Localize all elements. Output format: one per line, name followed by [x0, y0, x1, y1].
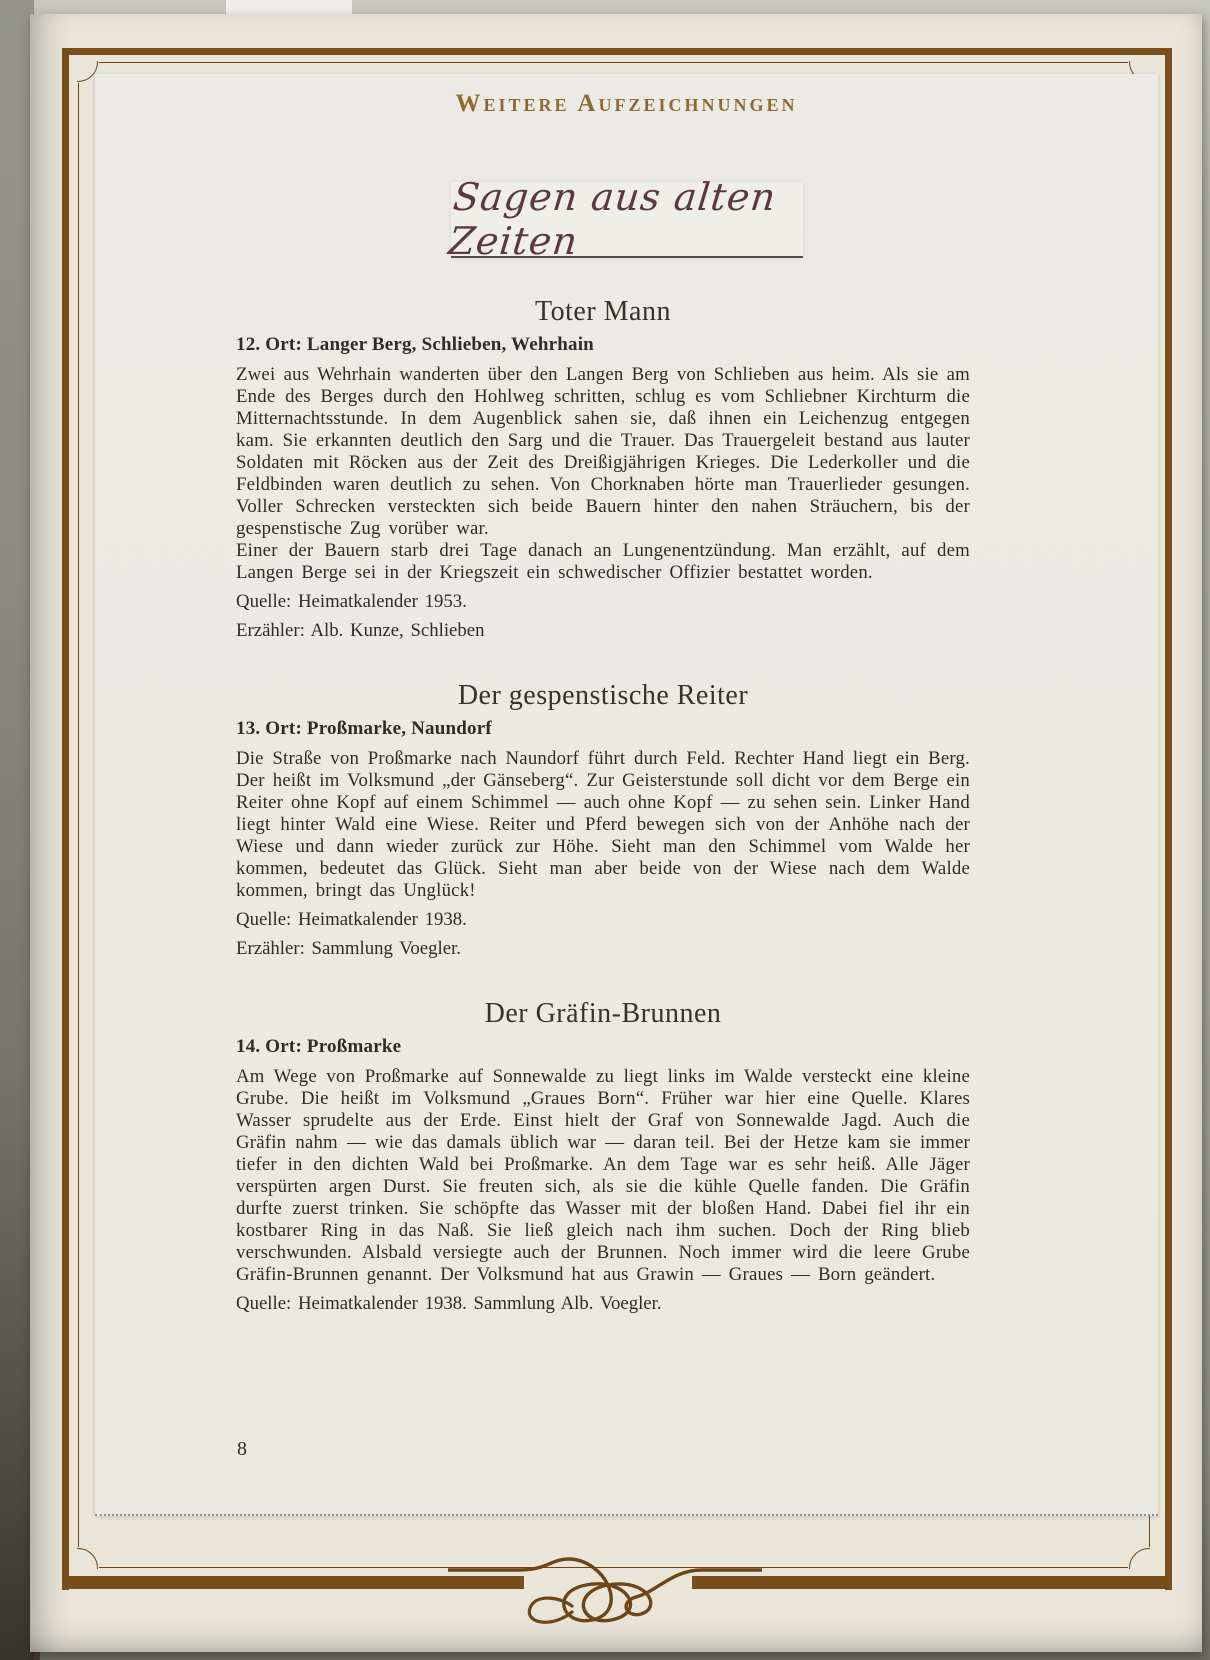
story-paragraph: Zwei aus Wehrhain wanderten über den Langen Berg von Schlieben aus heim. Als sie am Ende des Berges durch den Hohlweg schritten, schlug es vom Schliebner Kirchturm die Mitternachtsstunde. In dem Augenblick sahen sie, daß ihnen ein Leichenzug entgegen kam. Sie erkannten deutlich den Sarg und die Trauer. Das Trauergeleit bestand aus lauter Soldaten mit Röcken aus der Zeit des Dreißigjährigen Krieges. Die Lederkoller und die Feldbinden waren deutlich zu sehen. Von Chorknaben hörte man Trauerlieder gesungen. Voller Schrecken versteckten sich beide Bauern hinter den nahen Sträuchern, bis der gespenstische Zug vorüber war.: [236, 364, 970, 539]
story-title: Der Gräfin-Brunnen: [484, 998, 722, 1029]
frame-corner-notch: [1128, 1547, 1150, 1569]
story-title: Der gespenstische Reiter: [457, 680, 749, 711]
story-narrator: Erzähler: Sammlung Voegler.: [236, 938, 461, 959]
story-source: Quelle: Heimatkalender 1938. Sammlung Alb. Voegler.: [236, 1293, 662, 1314]
page-number: 8: [237, 1438, 247, 1460]
story-source: Quelle: Heimatkalender 1938.: [236, 909, 467, 930]
story-title: Toter Mann: [534, 296, 671, 327]
calligraphic-flourish-icon: [448, 1540, 762, 1640]
story-source: Quelle: Heimatkalender 1953.: [236, 591, 467, 612]
story-paragraph: Die Straße von Proßmarke nach Naundorf führt durch Feld. Rechter Hand liegt ein Berg. Der heißt im Volksmund „der Gänseberg“. Zur Geisterstunde soll dicht vor dem Berge ein Reiter ohne Kopf auf einem Schimmel — auch ohne Kopf — zu sehen sein. Linker Hand liegt hinter Wald eine Wiese. Reiter und Pferd bewegen sich von der Anhöhe nach der Wiese und dann wieder zurück zur Höhe. Sieht man den Schimmel vom Walde her kommen, bedeutet das Glück. Sieht man aber beide von der Wiese nach dem Walde kommen, bringt das Unglück!: [236, 748, 970, 901]
story-narrator: Erzähler: Alb. Kunze, Schlieben: [236, 620, 485, 641]
story-location: 12. Ort: Langer Berg, Schlieben, Wehrhain: [236, 334, 594, 355]
frame-bottom-bar-right: [692, 1576, 1165, 1589]
pasted-photocopy-sheet: [95, 74, 1158, 1516]
story-location: 13. Ort: Proßmarke, Naundorf: [236, 718, 492, 739]
story-paragraph: Am Wege von Proßmarke auf Sonnewalde zu liegt links im Walde versteckt eine kleine Grube. Die heißt im Volksmund „Graues Born“. Früher war hier eine Quelle. Klares Wasser sprudelte aus der Erde. Einst hielt der Graf von Sonnewalde Jagd. Auch die Gräfin nahm — wie das damals üblich war — daran teil. Bei der Hetze kam sie immer tiefer in den dichten Wald bei Proßmarke. An dem Tage war es sehr heiß. Alle Jäger verspürten argen Durst. Sie freuten sich, als sie die kühle Quelle fanden. Die Gräfin durfte zuerst trinken. Sie schöpfte das Wasser mit der bloßen Hand. Dabei fiel ihr ein kostbarer Ring in das Naß. Sie ließ gleich nach ihm suchen. Doch der Ring blieb verschwunden. Alsbald versiegte auch der Brunnen. Noch immer wird die leere Grube Gräfin-Brunnen genannt. Der Volksmund hat aus Grawin — Graues — Born geändert.: [236, 1066, 970, 1285]
section-title: Sagen aus alten Zeiten: [445, 175, 778, 263]
section-title-label: [445, 175, 803, 263]
story-paragraph: Einer der Bauern starb drei Tage danach an Lungenentzündung. Man erzählt, auf dem Langen Berge sei in der Kriegszeit ein schwedischer Offizier bestattet worden.: [236, 540, 970, 583]
story-location: 14. Ort: Proßmarke: [236, 1036, 402, 1057]
frame-corner-notch: [77, 1547, 99, 1569]
text-column: [236, 296, 970, 1315]
chapter-header: Weitere Aufzeichnungen: [455, 90, 798, 117]
book-spine-edge: [0, 0, 34, 1660]
